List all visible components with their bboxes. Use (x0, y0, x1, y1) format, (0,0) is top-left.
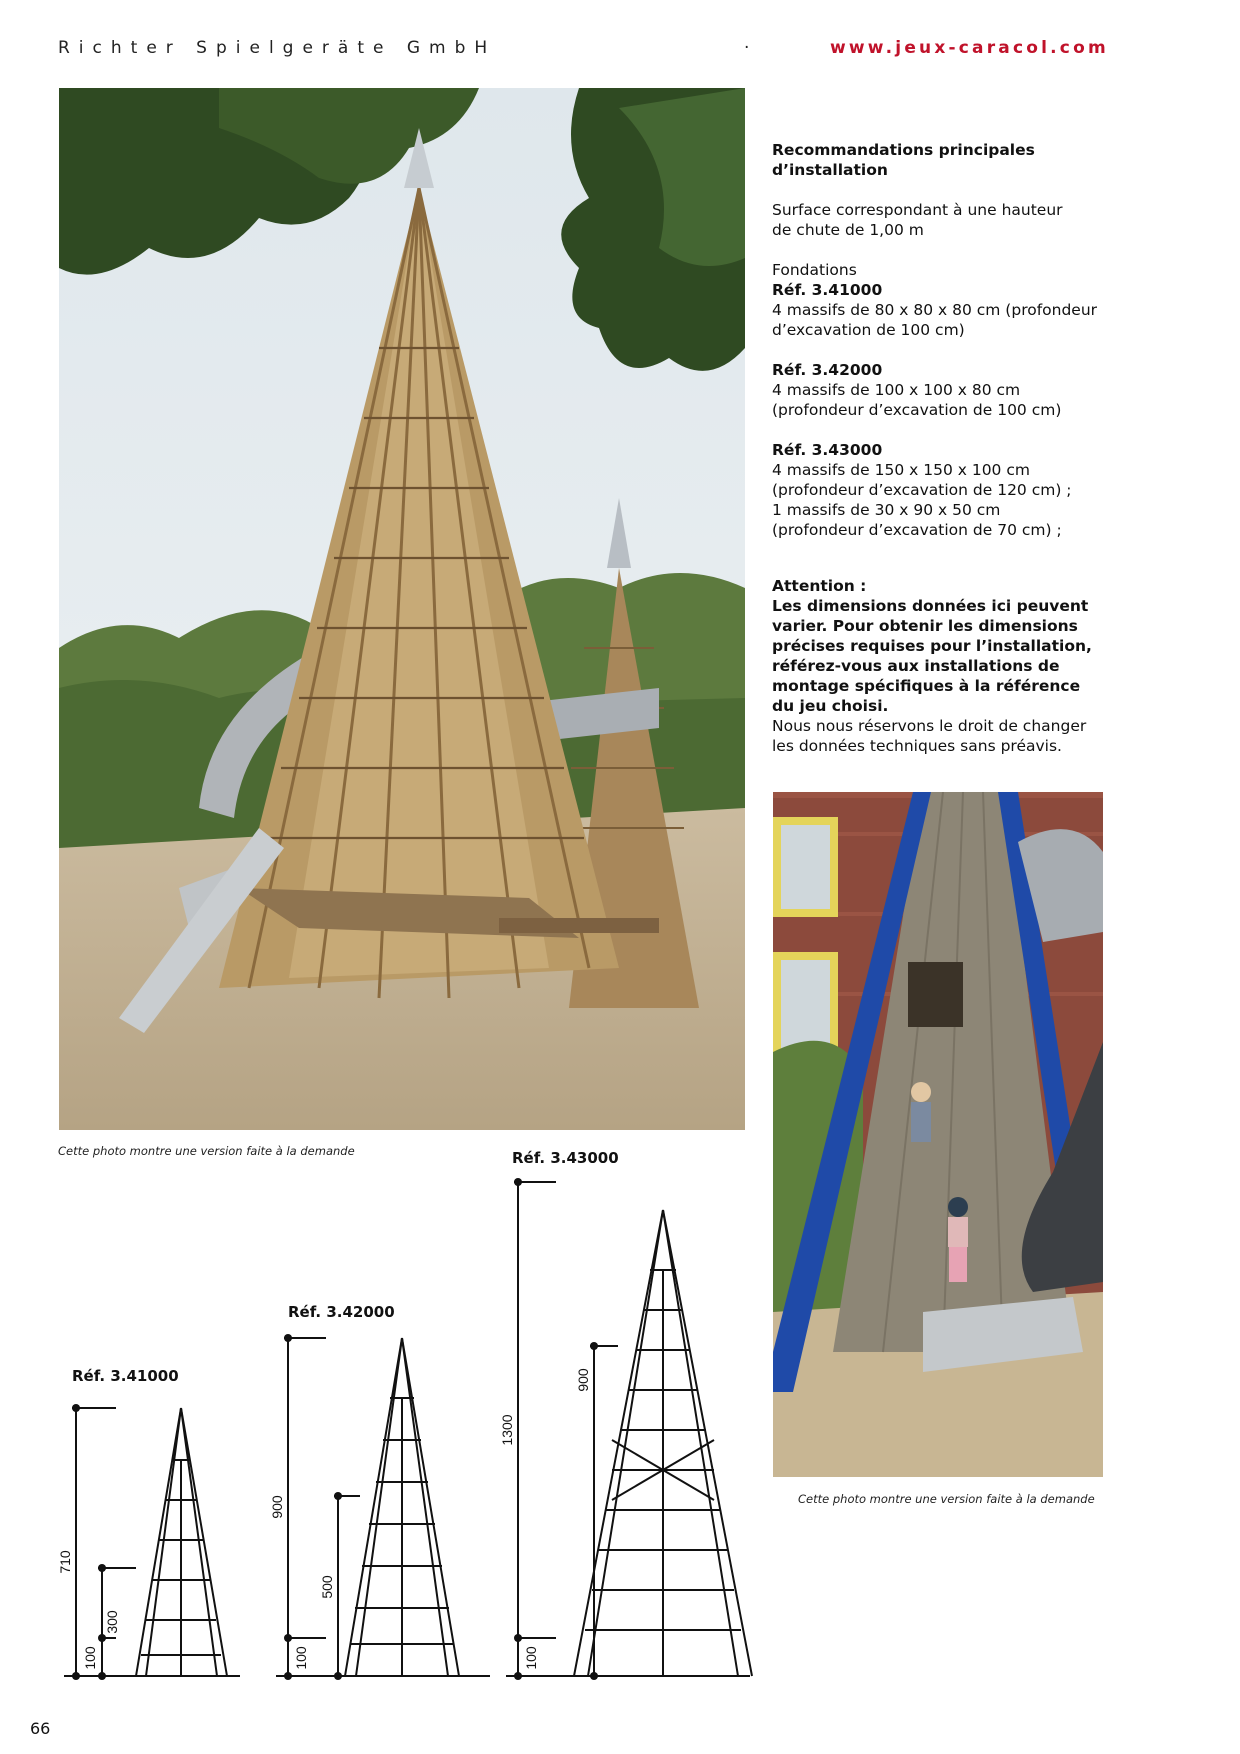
foundation-ref: Réf. 3.43000 (772, 441, 883, 459)
recommendations-title-line1: Recommandations principales (772, 141, 1035, 159)
foundation-detail: (profondeur d’excavation de 100 cm) (772, 401, 1062, 419)
drawing-ref-label: Réf. 3.41000 (72, 1367, 179, 1385)
dimension-mid-3-42000: 500 (319, 1575, 335, 1599)
main-photo-caption: Cette photo montre une version faite à la demande (58, 1144, 355, 1158)
pyramid-drawing-3-43000 (506, 1182, 752, 1676)
page-number: 66 (30, 1719, 51, 1738)
notice-line: Nous nous réservons le droit de changer (772, 717, 1087, 735)
dimension-total-3-42000: 900 (269, 1495, 285, 1519)
surface-line1: Surface correspondant à une hauteur (772, 201, 1063, 219)
header-company-name: Richter Spielgeräte GmbH (58, 38, 497, 58)
foundation-ref: Réf. 3.42000 (772, 361, 883, 379)
foundation-detail: (profondeur d’excavation de 120 cm) ; (772, 481, 1072, 499)
side-photo-caption: Cette photo montre une version faite à la demande (798, 1492, 1095, 1506)
foundation-detail: d’excavation de 100 cm) (772, 321, 965, 339)
foundation-detail: 1 massifs de 30 x 90 x 50 cm (772, 501, 1001, 519)
dimension-base-3-42000: 100 (293, 1646, 309, 1670)
pyramid-drawing-3-42000 (276, 1338, 490, 1676)
surface-line2: de chute de 1,00 m (772, 221, 924, 239)
side-photo (773, 792, 1103, 1477)
main-photo (59, 88, 745, 1130)
notice-line: les données techniques sans préavis. (772, 737, 1062, 755)
dimension-total-3-41000: 710 (57, 1550, 73, 1574)
foundation-detail: 4 massifs de 80 x 80 x 80 cm (profondeur (772, 301, 1098, 319)
dimension-mid-3-43000: 900 (575, 1368, 591, 1392)
attention-line: référez-vous aux installations de (772, 657, 1060, 675)
dimension-base-3-43000: 100 (523, 1646, 539, 1670)
foundation-ref: Réf. 3.41000 (772, 281, 883, 299)
drawing-ref-label: Réf. 3.43000 (512, 1149, 619, 1167)
dimension-base-3-41000: 100 (82, 1646, 98, 1670)
attention-line: varier. Pour obtenir les dimensions (772, 617, 1078, 635)
attention-line: du jeu choisi. (772, 697, 889, 715)
header-separator: · (744, 38, 750, 58)
attention-line: précises requises pour l’installation, (772, 637, 1092, 655)
drawing-ref-label: Réf. 3.42000 (288, 1303, 395, 1321)
attention-title: Attention : (772, 577, 867, 595)
foundation-detail: (profondeur d’excavation de 70 cm) ; (772, 521, 1062, 539)
foundations-label: Fondations (772, 261, 857, 279)
pyramid-drawing-3-41000 (64, 1408, 240, 1676)
foundation-detail: 4 massifs de 100 x 100 x 80 cm (772, 381, 1021, 399)
installation-recommendations (772, 140, 1102, 756)
attention-line: Les dimensions données ici peuvent (772, 597, 1089, 615)
foundation-detail: 4 massifs de 150 x 150 x 100 cm (772, 461, 1030, 479)
attention-line: montage spécifiques à la référence (772, 677, 1081, 695)
dimension-mid-3-41000: 300 (104, 1610, 120, 1634)
header-website-link[interactable]: www.jeux-caracol.com (830, 38, 1109, 58)
dimension-total-3-43000: 1300 (499, 1414, 515, 1446)
recommendations-title-line2: d’installation (772, 161, 888, 179)
technical-drawings (0, 1150, 760, 1750)
